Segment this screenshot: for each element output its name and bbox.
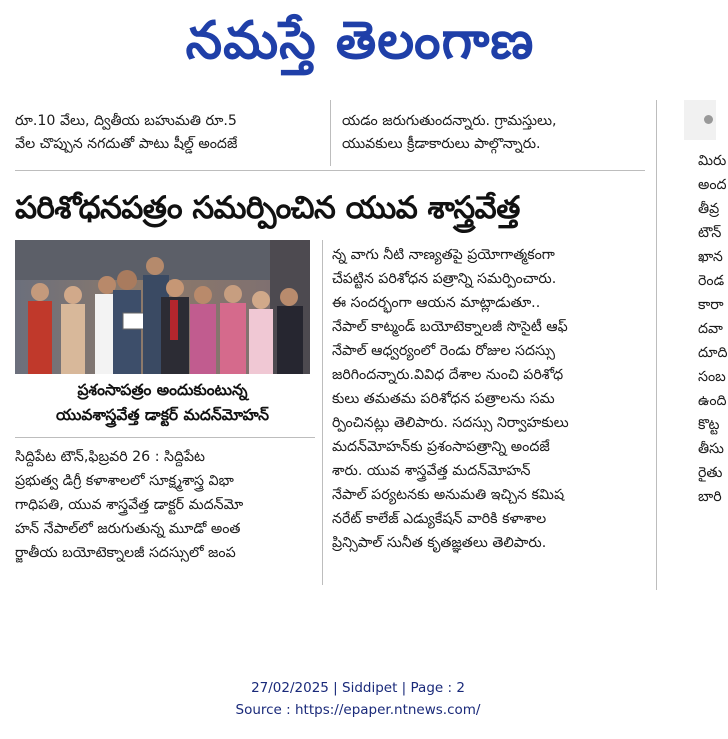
text-fragment: తీసు (698, 441, 724, 457)
text-fragment: బారి (698, 489, 722, 505)
column-divider (656, 100, 657, 590)
column-divider (330, 100, 331, 166)
article-photo (15, 240, 310, 374)
text-fragment: ఉంది (698, 393, 727, 409)
text-fragment: రైతు (698, 465, 723, 481)
text-line: ర్పించినట్లు తెలిపారు. సదస్సు నిర్వాహకులు (332, 415, 569, 431)
text-line: శారు. యువ శాస్త్రవేత్త మదన్‌మోహన్ (332, 463, 531, 479)
text-fragment: కారా (698, 297, 724, 313)
text-line: చేపట్టిన పరిశోధన పత్రాన్ని సమర్పించారు. (332, 271, 557, 287)
text-fragment: ఖాన (698, 249, 723, 265)
text-line: ప్రభుత్వ డిగ్రీ కళాశాలలో సూక్ష్మశాస్త్ర విభా (15, 473, 234, 489)
column-divider (322, 240, 323, 585)
text-line: నేపాల్ పర్యటనకు అనుమతి ఇచ్చిన కమిష (332, 487, 565, 503)
text-fragment: దూది (698, 345, 728, 361)
article-headline: పరిశోధనపత్రం సమర్పించిన యువ శాస్త్రవేత్త (15, 190, 520, 226)
footer-date-line: 27/02/2025 | Siddipet | Page : 2 (251, 680, 465, 696)
adjacent-article-strip (660, 100, 728, 600)
text-line: న్న వాగు నీటి నాణ్యతపై ప్రయోగాత్మకంగా (332, 247, 555, 263)
text-line: ఈ సందర్భంగా ఆయన మాట్లాడుతూ.. (332, 295, 541, 311)
text-line: కులు తమతమ పరిశోధన పత్రాలను సమ (332, 391, 555, 407)
newspaper-title: నమస్తే తెలంగాణ (185, 11, 535, 71)
text-line: వేల చొప్పున నగదుతో పాటు షీల్డ్ అందజే (15, 136, 238, 152)
text-line: జరిగిందన్నారు.వివిధ దేశాల నుంచి పరిశోధ (332, 367, 564, 383)
conference-group-photo (15, 240, 310, 374)
text-line: నేపాల్ ఆధ్వర్యంలో రెండు రోజుల సదస్సు (332, 343, 555, 359)
caption-line: యువశాస్త్రవేత్త డాక్టర్ మదన్‌మోహన్ (56, 406, 269, 424)
text-line: నరేట్ కాలేజ్ ఎడ్యుకేషన్ వారికి కళాశాల (332, 511, 547, 527)
horizontal-divider (15, 437, 315, 438)
text-line: యువకులు క్రీడాకారులు పాల్గొన్నారు. (342, 136, 541, 152)
text-fragment: కొట్ట (698, 417, 720, 433)
text-line: నేపాల్ కాట్మండ్ బయోటెక్నాలజీ సొసైటీ ఆఫ్ (332, 319, 568, 335)
masthead (0, 0, 716, 82)
text-line: మదన్‌మోహన్‌కు ప్రశంసాపత్రాన్ని అందజే (332, 439, 550, 455)
text-fragment: మిరు (698, 153, 727, 169)
dateline: సిద్దిపేట టౌన్,ఫిబ్రవరి 26 : సిద్దిపేట (15, 449, 206, 465)
text-line: ప్రిన్సిపాల్ సునీత కృతజ్ఞతలు తెలిపారు. (332, 535, 547, 551)
text-line: హన్ నేపాల్‌లో జరుగుతున్న మూడో అంత (15, 521, 241, 537)
photo-caption (15, 378, 310, 430)
text-line: ర్జాతీయ బయోటెక్నాలజీ సదస్సులో జంప (15, 545, 236, 561)
text-fragment: సంబ (698, 369, 726, 385)
text-fragment: టౌన్ (698, 225, 722, 241)
text-fragment: రెండ (698, 273, 725, 289)
caption-line: ప్రశంసాపత్రం అందుకుంటున్న (77, 381, 248, 399)
bullet-icon (704, 115, 713, 124)
text-line: రూ.10 వేలు, ద్వితీయ బహుమతి రూ.5 (15, 113, 237, 129)
text-line: గాధిపతి, యువ శాస్త్రవేత్త డాక్టర్ మదన్‌మో (15, 497, 244, 513)
text-fragment: దవా (698, 321, 723, 337)
text-fragment: అంద (698, 177, 727, 193)
text-fragment: తీవ్ర (698, 201, 720, 217)
horizontal-divider (15, 170, 645, 171)
footer-source-line: Source : https://epaper.ntnews.com/ (235, 702, 481, 718)
text-line: యడం జరుగుతుందన్నారు. గ్రామస్తులు, (342, 113, 557, 129)
